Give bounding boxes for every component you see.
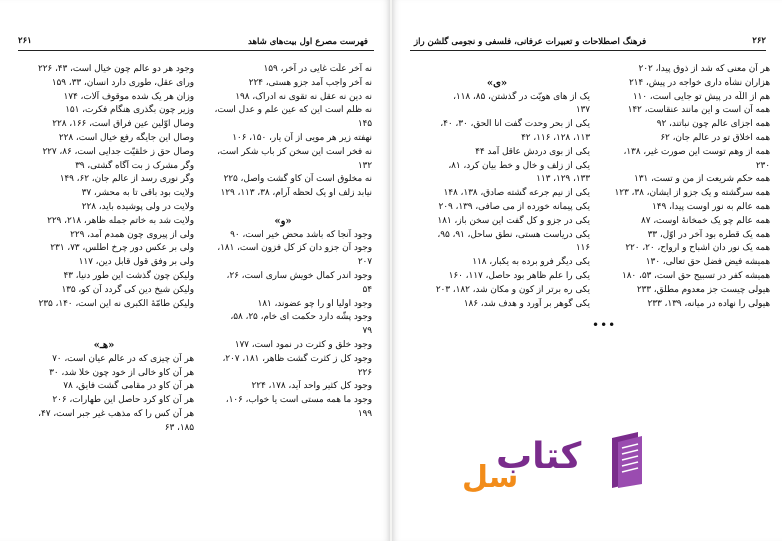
index-entry: ۷۹ [362,326,372,337]
index-entry: همه عالم به نور اوست پیدا، ۱۴۹ [652,201,770,212]
index-entry: نه فخر است این سخن کز باب شکر است، [217,146,372,157]
index-entry: وجود آن جزو دان کز کل فزون است، ۱۸۱، [217,243,372,254]
index-entry: ۲۰۷ [357,257,372,268]
book-icon [608,430,650,490]
index-entry: هر آن کاو در مقامی گشت فایق، ۷۸ [63,381,194,392]
index-entry: ۱۴۵ [357,119,372,130]
index-entry: ۱۹۹ [357,408,372,419]
left-page-left-column [14,63,194,436]
index-entry: هم از اللّه در پیش تو جایی است، ۱۱۰ [632,91,770,102]
ketabsal-logo [458,430,653,500]
index-entry: ورای عقل، طوری دارد انسان، ۳۳، ۱۵۹ [51,77,194,88]
index-entry: وگر نوری رسد از عالم جان، ۶۲، ۱۴۹ [59,174,194,185]
index-entry: ولی بر وفق قول قابل دین، ۱۱۷ [78,257,194,268]
index-entry: ۱۱۶ [575,243,590,254]
index-entry: ولایت شد به خاتم جمله ظاهر، ۲۱۸، ۲۲۹ [47,215,194,226]
left-page-right-column [194,63,372,422]
logo-word-sal: سل [462,460,519,495]
section-heading: «ی» [486,77,508,89]
index-entry: هر آن معنی که شد از ذوق پیدا، ۲۰۲ [638,64,770,74]
logo-word-ketab: کتاب [496,436,582,477]
index-entry: نیابد زلف او یک لحظه آرام، ۳۸، ۱۱۳، ۱۲۹ [220,188,372,199]
index-entry: همه آن است و این مانند عنقاست، ۱۴۲ [627,105,770,116]
index-entry: ولایت در ولی پوشیده باید، ۲۲۸ [81,201,194,212]
left-running-head: فهرست مصرع اول بیت‌های شاهد [248,37,368,47]
index-entry: همیشه فیض فضل حق تعالی، ۱۳۰ [645,257,770,268]
index-entry: همه حکم شریعت از من و تست، ۱۳۱ [633,174,770,185]
index-entry: ۱۱۳، ۱۲۸، ۱۱۶، ۴۲ [521,132,590,143]
right-running-head: فرهنگ اصطلاحات و تعبیرات عرفانی، فلسفی و نجومی گلشن راز [414,37,647,47]
index-entry: نه دین نه عقل نه تقوی نه ادراک، ۱۹۸ [235,91,372,102]
index-entry: یکی از زلف و خال و خط بیان کرد، ۸۱، [448,160,590,171]
index-entry: هزاران نشأه داری خواجه در پیش، ۲۱۴ [628,77,770,88]
section-heading: «و» [274,215,292,227]
index-entry: ۱۸۵، ۶۳ [164,422,194,433]
index-entry: همه اخلاق تو در عالم جان، ۶۲ [660,132,770,143]
section-heading: «هـ» [93,339,115,351]
index-entry: یکی را علم ظاهر بود حاصل، ۱۱۷، ۱۶۰ [448,270,590,281]
index-entry: ۱۳۷ [575,105,590,116]
index-entry: هیولی را نهاده در میانه، ۱۳۹، ۲۳۳ [647,298,770,309]
index-entry: وگر مشرک ز بت آگاه گشتی، ۳۹ [75,160,194,171]
index-entry: وزیر چون بگذری هنگام فکرت، ۱۵۱ [65,105,194,116]
index-entry: یکی از بحر وحدت گفت انا الحق، ۳۰، ۴۰، [440,119,590,130]
index-entry: وجود اولیا او را چو عضوند، ۱۸۱ [257,298,372,309]
index-entry: یکی در جزو و کل گفت این سخن باز، ۱۸۱ [437,215,590,226]
index-entry: وجود پشّه دارد حکمت ای خام، ۲۵، ۵۸، [230,312,372,323]
index-entry: وجود کل کثیر واحد آید، ۱۷۸، ۲۲۴ [251,381,372,392]
index-entry: یک از های هویّت در گذشتن، ۸۵، ۱۱۸، [453,91,590,102]
right-page-right-column [590,63,770,311]
index-entry: وصال اوّلین عین فراق است، ۱۶۶، ۲۲۸ [52,119,194,130]
index-entry: هر آن کس را که مذهب غیر جبر است، ۴۷، [38,408,194,419]
index-entry: ولیکن چون گذشت این طور دنیا، ۴۳ [63,270,194,281]
index-entry: ۵۴ [362,284,372,295]
index-entry: یکی از بوی دردش عاقل آمد ۴۴ [475,146,590,157]
index-entry: همه یک قطره بود آخر در اوّل، ۳۳ [647,229,770,240]
index-entry: یکی ره برتر از کون و مکان شد، ۱۸۲، ۲۰۳ [435,284,590,295]
index-entry: ولی از پیروی چون همدم آمد، ۲۲۹ [70,229,194,240]
index-entry: وصال این جایگه رفع خیال است، ۲۲۸ [58,132,194,143]
index-entry: یکی گوهر بر آورد و هدف شد، ۱۸۶ [463,298,590,309]
index-entry: همیشه کفر در تسبیح حق است، ۵۳، ۱۸۰ [621,270,770,281]
index-entry: وجود اندر کمال خویش ساری است، ۲۶، [226,270,372,281]
left-page [0,0,390,541]
index-entry: هیولی چیست جز معدوم مطلق، ۲۳۳ [636,284,770,295]
index-entry: نه آخر علّت غایی در آخر، ۱۵۹ [263,64,372,74]
index-entry: ولی بر عکس دور چرخ اطلس، ۷۳، ۲۳۱ [50,243,194,254]
index-entry: ولیکن طامّهٔ الکبری نه این است، ۱۴۰، ۲۳۵ [38,298,194,309]
index-entry: نهفته زیر هر مویی از آن یار، ۱۵۰، ۱۰۶ [232,132,372,143]
index-entry: ولیکن شیخ دین کی گردد آن کو، ۱۳۵ [61,284,194,295]
index-entry: یکی دیگر فرو برده به یکبار، ۱۱۸ [472,257,590,268]
blank-line [14,325,194,339]
index-entry: یکی دریاست هستی، نطق ساحل، ۹۱، ۹۵، [437,229,590,240]
index-entry: ۲۳۰ [755,160,770,171]
index-entry: همه سرگشته و یک جزو از ایشان، ۳۸، ۱۲۳ [614,188,770,199]
index-entry: وجود کل ز کثرت گشت ظاهر، ۱۸۱، ۲۰۷، [222,353,372,364]
index-entry: هر آن کاو خالی از خود چون خلا شد، ۳۰ [49,367,194,378]
index-entry: وجود هر دو عالم چون خیال است، ۴۳، ۲۲۶ [37,64,194,74]
index-entry: یکی پیمانه خورده از می صافی، ۱۳۹، ۲۰۹ [438,201,590,212]
right-page-number: ۲۶۲ [752,36,766,46]
index-entry: ۱۳۲ [357,160,372,171]
index-entry: ولایت بود باقی تا به محشر، ۳۷ [81,188,194,199]
section-end-stars: ••• [592,318,617,332]
index-entry: ۱۳۳، ۱۲۹، ۱۱۳ [536,174,590,185]
right-page-header [410,36,766,51]
index-entry: هر آن چیزی که در عالم عیان است، ۷۰ [52,353,194,364]
index-entry: هر آن کاو کرد حاصل این طهارات، ۲۰۶ [52,395,194,406]
left-page-header [18,36,374,51]
index-entry: نه ظلم است این که عین علم و عدل است، [214,105,372,116]
index-entry: نه مخلوق است آن کاو گشت واصل، ۲۲۵ [223,174,372,185]
blank-line [14,311,194,325]
right-page-left-column [404,63,590,311]
left-page-number: ۲۶۱ [18,36,32,46]
index-entry: وزان هر یک شده موقوف آلات، ۱۷۴ [63,91,194,102]
index-entry: وصال حق ز خلقیّت جدایی است، ۸۶، ۲۲۷ [42,146,194,157]
index-entry: همه عالم چو یک خمخانهٔ اوست، ۸۷ [640,215,770,226]
index-entry: وجود آنجا که باشد محض خیر است، ۹۰ [230,229,372,240]
index-entry: همه یک نور دان اشباح و ارواح، ۲۰، ۲۲۰ [625,243,770,254]
index-entry: همه از وهم توست این صورت غیر، ۱۳۸، [623,146,770,157]
index-entry: همه اجزای عالم چون نباتند، ۹۲ [656,119,770,130]
blank-line [404,63,590,77]
blank-line [194,201,372,215]
index-entry: ۲۲۶ [357,367,372,378]
index-entry: یکی از نیم جرعه گشته صادق، ۱۳۸، ۱۴۸ [443,188,590,199]
index-entry: وجود خلق و کثرت در نمود است، ۱۷۷ [234,339,372,350]
index-entry: نه آخر واجب آمد جزو هستی، ۲۲۴ [248,77,372,88]
index-entry: وجود ما همه مستی است یا خواب، ۱۰۶، [225,395,372,406]
